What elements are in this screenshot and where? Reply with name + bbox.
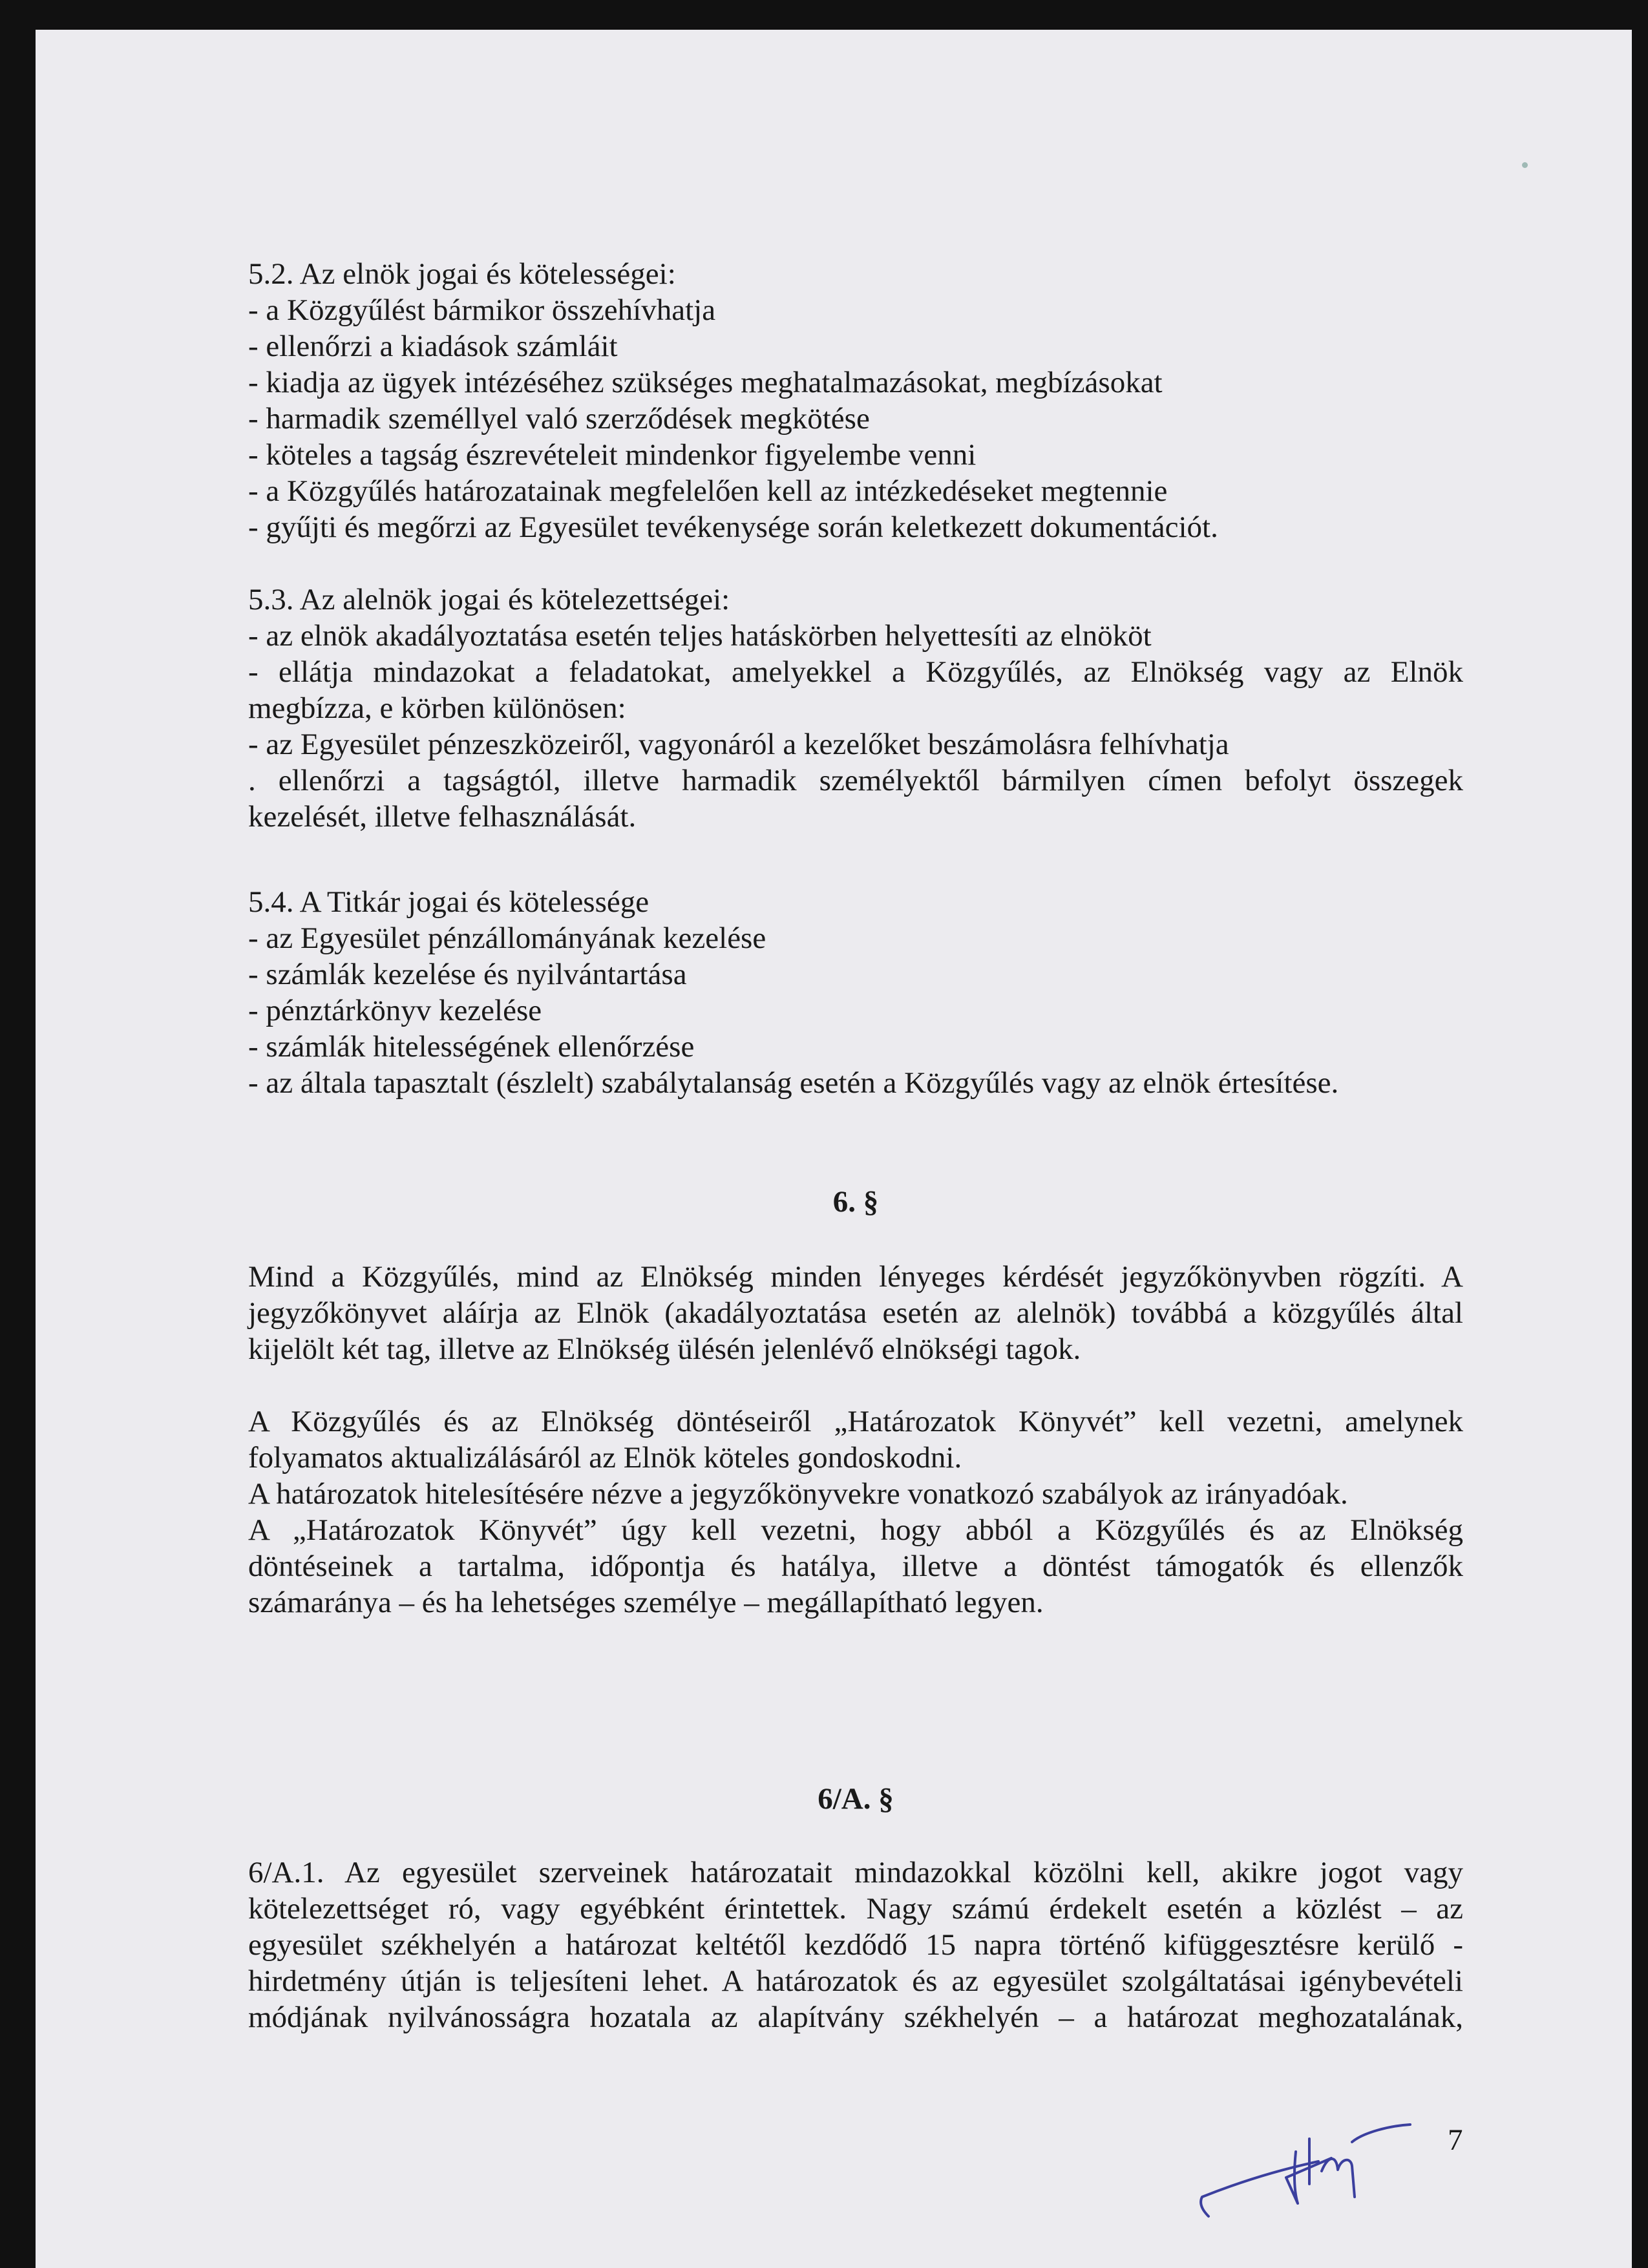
justified-line: . ellenőrzi a tagságtól, illetve harmadik személyektől bármilyen címen befolyt összegek (248, 764, 1463, 797)
justified-line: egyesület székhelyén a határozat keltétől kezdődő 15 napra történő kifüggesztésre kerülő - (248, 1928, 1463, 1962)
list-item: - az Egyesület pénzeszközeiről, vagyonáról a kezelőket beszámolásra felhívhatja (248, 728, 1229, 761)
page-number: 7 (1448, 2123, 1463, 2157)
list-item: - a Közgyűlést bármikor összehívhatja (248, 293, 716, 327)
justified-line: jegyzőkönyvet aláírja az Elnök (akadályoztatása esetén az alelnök) továbbá a közgyűlés által (248, 1296, 1463, 1330)
section-heading: 5.2. Az elnök jogai és kötelességei: (248, 257, 676, 291)
justified-line: 6/A.1. Az egyesület szerveinek határozatait mindazokkal közölni kell, akikre jogot vagy (248, 1856, 1463, 1889)
section-heading: 5.4. A Titkár jogai és kötelessége (248, 885, 650, 919)
section-6a-title: 6/A. § (818, 1782, 894, 1816)
paragraph-line (248, 1512, 1463, 1548)
list-item: - számlák kezelése és nyilvántartása (248, 958, 687, 991)
paragraph-line (248, 1963, 1463, 1999)
paragraph-line: A határozatok hitelesítésére nézve a jegyzőkönyvekre vonatkozó szabályok az irányadóak. (248, 1477, 1348, 1511)
list-item-continuation: megbízza, e körben különösen: (248, 691, 626, 725)
paragraph-line (248, 1891, 1463, 1927)
list-item: - harmadik személlyel való szerződések megkötése (248, 402, 870, 436)
list-item: - az Egyesület pénzállományának kezelése (248, 921, 766, 955)
justified-line: Mind a Közgyűlés, mind az Elnökség minden lényeges kérdését jegyzőkönyvben rögzíti. A (248, 1260, 1463, 1294)
paragraph-line (248, 1548, 1463, 1584)
list-item: - az elnök akadályoztatása esetén teljes hatáskörben helyettesíti az elnököt (248, 619, 1152, 653)
section-6-paragraph-1 (248, 1259, 1463, 1367)
signature-icon (1183, 2094, 1454, 2229)
paragraph-line (248, 1927, 1463, 1963)
list-item: - a Közgyűlés határozatainak megfelelően kell az intézkedéseket megtennie (248, 474, 1168, 508)
signature-stroke (1352, 2125, 1410, 2142)
justified-line: A Közgyűlés és az Elnökség döntéseiről „Határozatok Könyvét” kell vezetni, amelynek (248, 1405, 1463, 1438)
justified-line: A „Határozatok Könyvét” úgy kell vezetni, hogy abból a Közgyűlés és az Elnökség (248, 1513, 1463, 1547)
list-item (248, 762, 1463, 799)
scan-speck (1522, 162, 1528, 168)
justified-line: kötelezettséget ró, vagy egyébként érintettek. Nagy számú érdekelt esetén a közlést – az (248, 1892, 1463, 1926)
section-6a-paragraph-1 (248, 1854, 1463, 2035)
list-item: - számlák hitelességének ellenőrzése (248, 1030, 695, 1064)
paragraph-line (248, 1403, 1463, 1440)
list-item-continuation: kezelését, illetve felhasználását. (248, 800, 637, 834)
paragraph-line: folyamatos aktualizálásáról az Elnök köteles gondoskodni. (248, 1441, 962, 1475)
list-item: - pénztárkönyv kezelése (248, 994, 542, 1027)
paragraph-line: számaránya – és ha lehetséges személye – megállapítható legyen. (248, 1586, 1044, 1619)
signature-stroke (1322, 2159, 1355, 2197)
justified-line: döntéseinek a tartalma, időpontja és hatálya, illetve a döntést támogatók és ellenzők (248, 1549, 1463, 1583)
list-item: - köteles a tagság észrevételeit mindenkor figyelembe venni (248, 438, 977, 472)
justified-line: - ellátja mindazokat a feladatokat, amelyekkel a Közgyűlés, az Elnökség vagy az Elnök (248, 655, 1463, 689)
list-item: - gyűjti és megőrzi az Egyesület tevékenysége során keletkezett dokumentációt. (248, 510, 1218, 544)
list-item: - az általa tapasztalt (észlelt) szabálytalanság esetén a Közgyűlés vagy az elnök értesítése. (248, 1066, 1339, 1100)
list-item: - kiadja az ügyek intézéséhez szükséges meghatalmazásokat, megbízásokat (248, 366, 1163, 399)
section-heading: 5.3. Az alelnök jogai és kötelezettségei: (248, 583, 730, 616)
section-6-paragraph-2 (248, 1403, 1463, 1621)
paragraph-line (248, 1259, 1463, 1295)
section-6-title: 6. § (832, 1185, 879, 1219)
section-5-2 (248, 256, 1463, 545)
section-5-4 (248, 884, 1463, 1101)
paragraph-line (248, 1999, 1463, 2035)
paragraph-line (248, 1854, 1463, 1891)
list-item (248, 654, 1463, 690)
justified-line: módjának nyilvánosságra hozatala az alapítvány székhelyén – a határozat meghozatalának, (248, 2000, 1463, 2034)
paragraph-line: kijelölt két tag, illetve az Elnökség ülésén jelenlévő elnökségi tagok. (248, 1332, 1081, 1366)
paragraph-line (248, 1295, 1463, 1331)
justified-line: hirdetmény útján is teljesíteni lehet. A határozatok és az egyesület szolgáltatásai igénybevételi (248, 1964, 1463, 1998)
list-item: - ellenőrzi a kiadások számláit (248, 330, 618, 363)
signature-stroke (1201, 2161, 1318, 2216)
section-5-3 (248, 582, 1463, 835)
